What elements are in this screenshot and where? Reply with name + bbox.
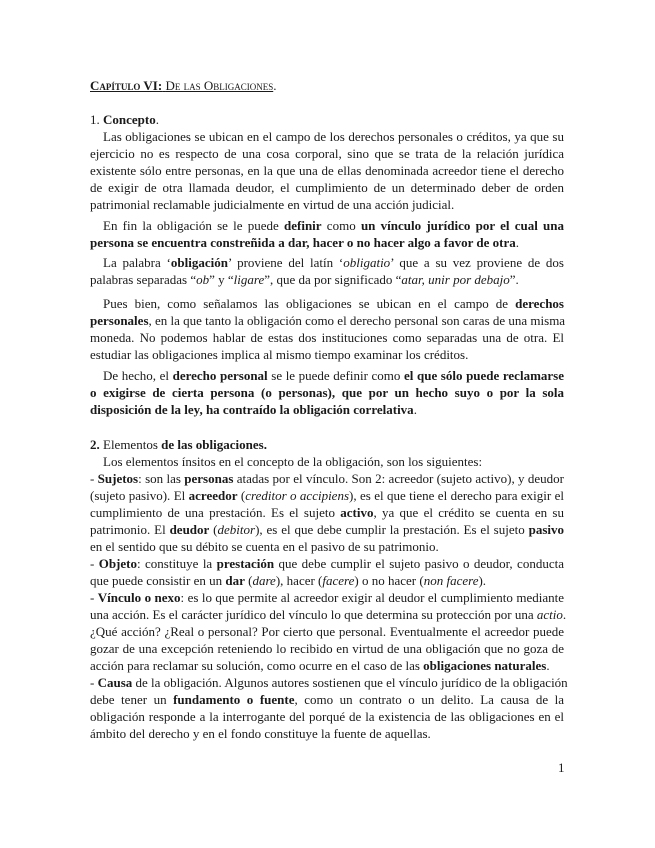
paragraph-line [90, 487, 564, 504]
italic-run: facere [322, 573, 355, 588]
list-item-sujetos [90, 470, 564, 487]
text-run: En fin la obligación se le puede [103, 218, 285, 233]
bold-run: obligación [170, 255, 228, 270]
text-run: ( [237, 488, 246, 503]
italic-run: creditor o accipiens [245, 488, 350, 503]
text-run: - [90, 590, 98, 605]
paragraph-line [90, 217, 564, 234]
paragraph-line [90, 691, 564, 708]
paragraph-line [90, 271, 564, 288]
text-run: , ya que el crédito se cuenta en su [373, 505, 564, 520]
paragraph-line: gozar de una excepción reteniendo lo recibido en virtud de una obligación que no goza de [90, 641, 564, 656]
paragraph-line [90, 295, 564, 312]
text-run: ). [478, 573, 487, 588]
bold-run: el que sólo puede reclamarse [404, 368, 564, 383]
text-run: que debe cumplir el sujeto pasivo o deudor, conducta [274, 556, 564, 571]
text-run: una acción. Es el carácter jurídico del vínculo lo que determina su protección por una [90, 607, 537, 622]
text-run: ”. [509, 272, 519, 287]
text-run: : es lo que permite al acreedor exigir al deudor el cumplimiento mediante [180, 590, 564, 605]
paragraph-line: ámbito del derecho y en el fondo constituye la fuente de aquellas. [90, 726, 431, 741]
bold-run: o exigirse de cierta persona (o personas), que por un hecho suyo o por la sola [90, 385, 564, 400]
bold-run: derechos [515, 296, 564, 311]
bold-run: prestación [216, 556, 275, 571]
text-run: ( [244, 573, 253, 588]
text-run: ( [209, 522, 218, 537]
paragraph-line [90, 234, 564, 251]
paragraph-line [90, 657, 564, 674]
italic-run: atar, unir por debajo [401, 272, 510, 287]
bold-run: obligaciones naturales [423, 658, 547, 673]
text-run: acción para reclamar su solución, como ocurre en el caso de las [90, 658, 424, 673]
text-run: : constituye la [137, 556, 217, 571]
paragraph-line: obligación responde a la interrogante del porqué de la existencia de las obligaciones en el [90, 709, 564, 724]
bold-run: personales [90, 313, 149, 328]
bold-run: acreedor [188, 488, 238, 503]
text-run: (sujeto pasivo). El [90, 488, 189, 503]
bold-run: Objeto [98, 556, 137, 571]
text-run: que puede consistir en un [90, 573, 226, 588]
text-run: : son las [138, 471, 185, 486]
paragraph-line [90, 401, 564, 418]
bold-run: persona se encuentra constreñida a dar, hacer o no hacer algo a favor de otra [90, 235, 516, 250]
chapter-title: De las Obligaciones [165, 78, 274, 93]
section-title: Elementos [99, 437, 162, 452]
section-period: . [155, 112, 159, 127]
section-2-heading [90, 436, 564, 453]
bold-run: definir [284, 218, 322, 233]
text-run: . [546, 658, 550, 673]
paragraph-line [90, 367, 564, 384]
text-run: ’ proviene del latín ‘ [227, 255, 344, 270]
text-run: se le puede definir como [267, 368, 405, 383]
text-run: de la obligación. Algunos autores sostienen que el vínculo jurídico de la obligación [132, 675, 568, 690]
section-number: 1. [90, 112, 103, 127]
paragraph-line: moneda. No podemos hablar de estas dos instituciones como separadas una de otra. El [90, 330, 564, 345]
paragraph-line [90, 384, 564, 401]
text-run: ’ que a su vez proviene de dos [390, 255, 564, 270]
text-run: debe tener un [90, 692, 174, 707]
bold-run: Sujetos [97, 471, 139, 486]
chapter-period: . [273, 78, 277, 93]
text-run: patrimonio. El [90, 522, 170, 537]
text-run: ), es el que debe cumplir la prestación. Es el sujeto [255, 522, 529, 537]
italic-run: debitor [217, 522, 256, 537]
paragraph-line [90, 312, 564, 329]
text-run: - [90, 471, 98, 486]
paragraph-line [90, 606, 567, 623]
paragraph-line: existente sólo entre personas, en la que una de ellas denominada acreedor tiene el derecho [90, 163, 564, 178]
text-run: cumplimiento de una prestación. Es el sujeto [90, 505, 341, 520]
text-run: , como un contrato o un delito. La causa de la [294, 692, 565, 707]
paragraph-line: estudiar las obligaciones implica al mismo tiempo examinar los créditos. [90, 347, 469, 362]
text-run: palabras separadas “ [90, 272, 197, 287]
section-number: 2. [90, 437, 100, 452]
bold-run: Vínculo o nexo [97, 590, 181, 605]
paragraph-line [90, 572, 564, 589]
text-run: como [321, 218, 361, 233]
bold-run: derecho personal [172, 368, 268, 383]
text-run: ) o no hacer ( [354, 573, 424, 588]
bold-run: fundamento o fuente [173, 692, 295, 707]
section-title: Concepto [103, 112, 156, 127]
italic-run: ob [196, 272, 210, 287]
bold-run: Causa [97, 675, 133, 690]
paragraph-line: ¿Qué acción? ¿Real o personal? Por cierto que personal. Eventualmente el acreedor puede [90, 624, 564, 639]
bold-run: activo [340, 505, 374, 520]
section-title-bold: de las obligaciones. [161, 437, 267, 452]
paragraph-line [90, 521, 564, 538]
paragraph-line: en el sentido que su débito se cuenta en el pasivo de su patrimonio. [90, 539, 439, 554]
text-run: ), es el que tiene el derecho para exigir el [349, 488, 564, 503]
text-run: - [90, 556, 99, 571]
bold-run: personas [184, 471, 234, 486]
paragraph-line: ejercicio no es respecto de una cosa corporal, sino que se trata de la relación jurídica [90, 146, 564, 161]
text-run: ” y “ [209, 272, 234, 287]
text-run: De hecho, el [103, 368, 173, 383]
paragraph-line: Las obligaciones se ubican en el campo de los derechos personales o créditos, ya que su [103, 129, 564, 144]
italic-run: ligare [233, 272, 265, 287]
text-run: ”, que da por significado “ [264, 272, 402, 287]
text-run: atadas por el vínculo. Son 2: acreedor (sujeto activo), y deudor [233, 471, 564, 486]
list-item-causa [90, 674, 568, 691]
italic-run: actio [536, 607, 563, 622]
text-run: , en la que tanto la obligación como el derecho personal son caras de una misma [148, 313, 566, 328]
text-run: . [515, 235, 519, 250]
text-run: ), hacer ( [275, 573, 323, 588]
text-run: Pues bien, como señalamos las obligaciones se ubican en el campo de [103, 296, 516, 311]
paragraph-line [90, 504, 564, 521]
paragraph-line: patrimonial reclamable judicialmente en virtud de una acción judicial. [90, 197, 455, 212]
bold-run: un vínculo jurídico por el cual una [360, 218, 565, 233]
paragraph-line [90, 254, 564, 271]
text-run: - [90, 675, 98, 690]
italic-run: dare [252, 573, 276, 588]
bold-run: pasivo [528, 522, 564, 537]
paragraph-line: Los elementos ínsitos en el concepto de la obligación, son los siguientes: [103, 454, 483, 469]
italic-run: obligatio [343, 255, 391, 270]
bold-run: disposición de la ley, ha contraído la obligación correlativa [90, 402, 414, 417]
bold-run: dar [225, 573, 245, 588]
text-run: . [413, 402, 417, 417]
bold-run: deudor [169, 522, 210, 537]
text-run: . [562, 607, 567, 622]
list-item-objeto [90, 555, 564, 572]
italic-run: non facere [423, 573, 479, 588]
chapter-label: Capítulo VI: [90, 78, 163, 93]
page-number: 1 [558, 760, 565, 775]
text-run: La palabra ‘ [103, 255, 171, 270]
chapter-heading [90, 77, 564, 94]
section-1-heading [90, 111, 564, 128]
list-item-vinculo [90, 589, 564, 606]
paragraph-line: de exigir de otra llamada deudor, el cumplimiento de un determinado deber de orden [90, 180, 564, 195]
